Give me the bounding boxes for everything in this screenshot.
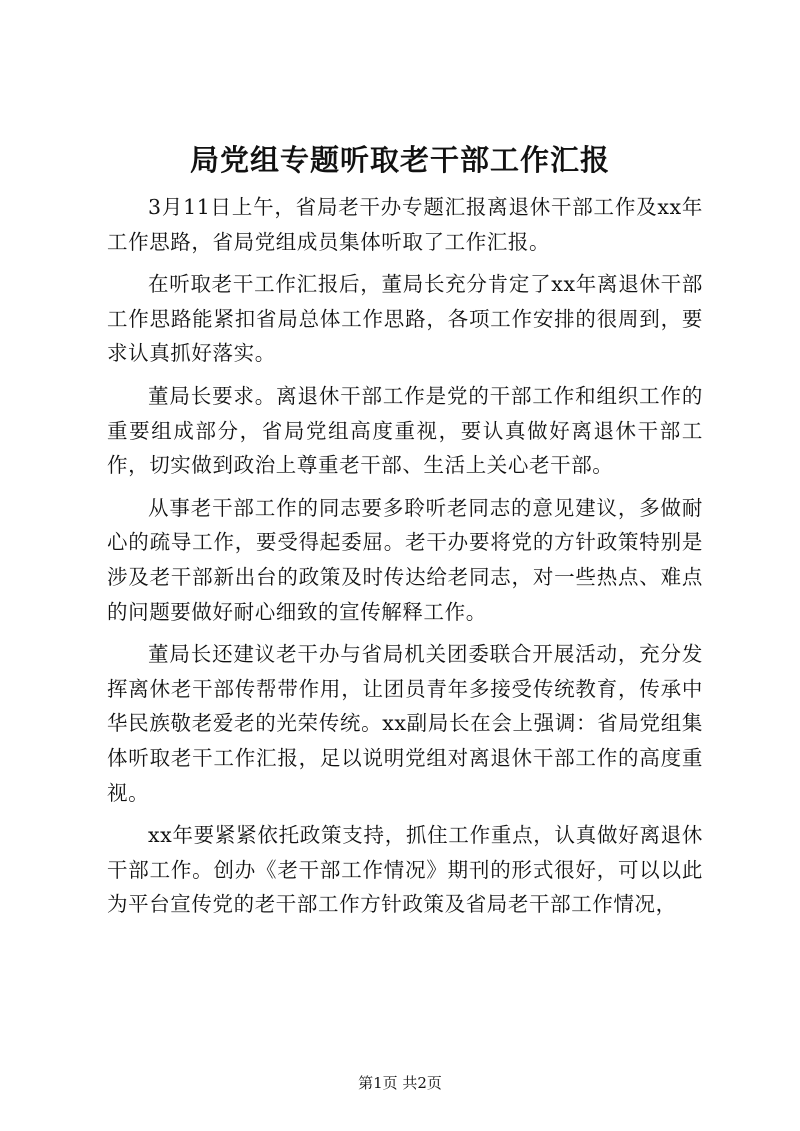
paragraph: 从事老干部工作的同志要多聆听老同志的意见建议，多做耐心的疏导工作，要受得起委屈。老干办要将党的方针政策特别是涉及老干部新出台的政策及时传达给老同志，对一些热点、难点的问题要做好耐心细致的宣传解释工作。 — [107, 495, 703, 624]
paragraph: 3月11日上午，省局老干办专题汇报离退休干部工作及xx年工作思路，省局党组成员集体听取了工作汇报。 — [107, 195, 703, 254]
paragraph: 董局长要求。离退休干部工作是党的干部工作和组织工作的重要组成部分，省局党组高度重视，要认真做好离退休干部工作，切实做到政治上尊重老干部、生活上关心老干部。 — [107, 383, 703, 478]
page-number: 第1页 共2页 — [358, 1074, 442, 1092]
paragraph: 董局长还建议老干办与省局机关团委联合开展活动，充分发挥离休老干部传帮带作用，让团员青年多接受传统教育，传承中华民族敬老爱老的光荣传统。xx副局长在会上强调：省局党组集体听取老干工作汇报，足以说明党组对离退休干部工作的高度重视。 — [107, 642, 703, 805]
document-body — [107, 190, 703, 922]
page-title: 局党组专题听取老干部工作汇报 — [189, 143, 610, 177]
paragraph: 在听取老干工作汇报后，董局长充分肯定了xx年离退休干部工作思路能紧扣省局总体工作思路，各项工作安排的很周到，要求认真抓好落实。 — [107, 272, 703, 366]
paragraph: xx年要紧紧依托政策支持，抓住工作重点，认真做好离退休干部工作。创办《老干部工作情况》期刊的形式很好，可以以此为平台宣传党的老干部工作方针政策及省局老干部工作情况， — [107, 823, 703, 917]
